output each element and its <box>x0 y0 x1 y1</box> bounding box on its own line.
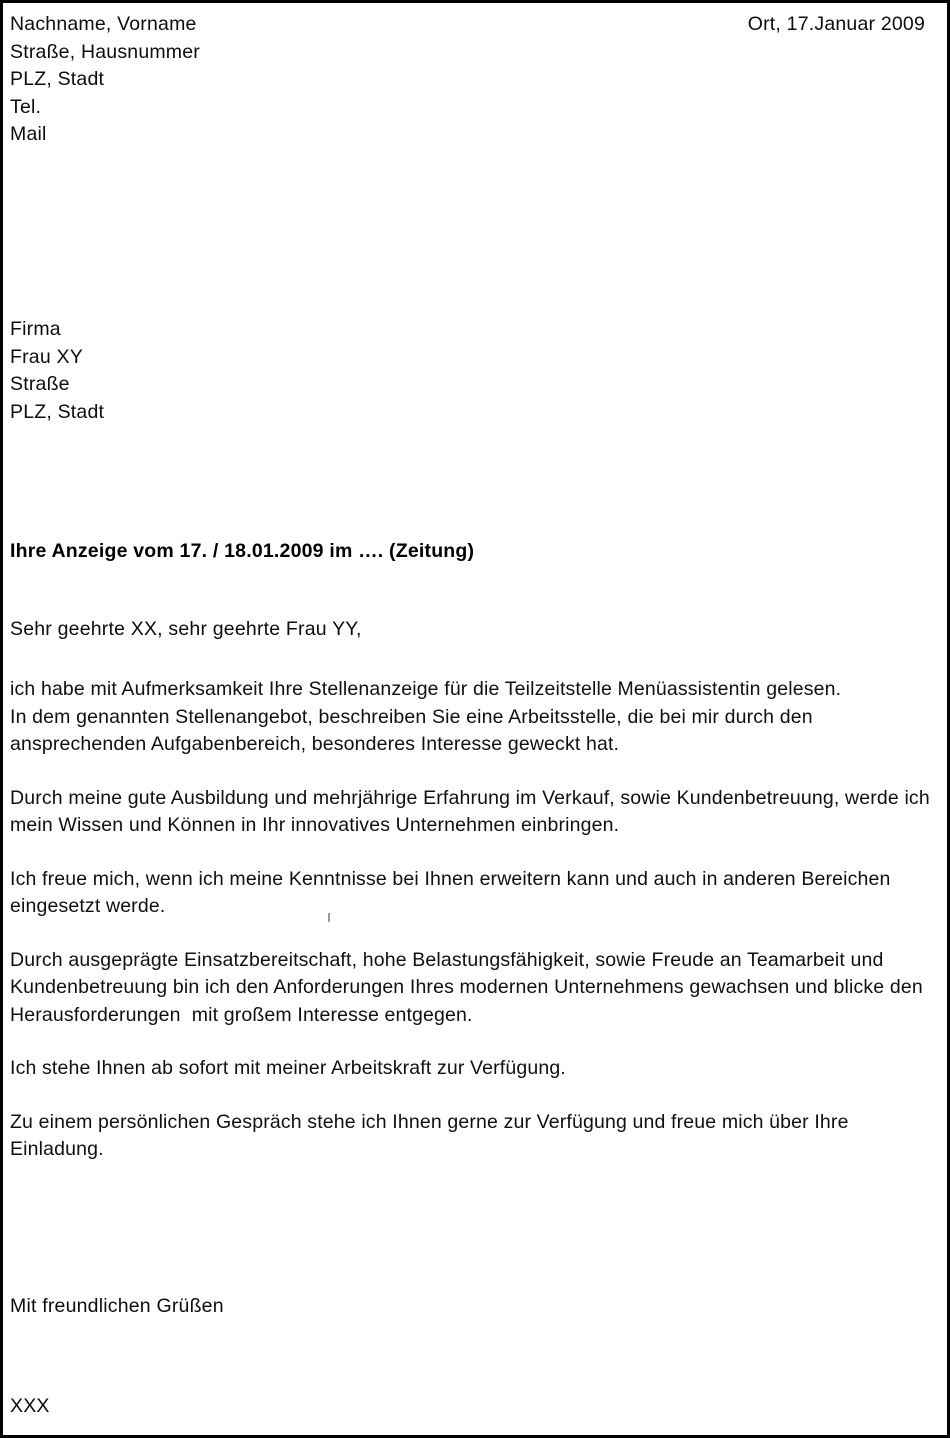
body-paragraph: Ich stehe Ihnen ab sofort mit meiner Arbeitskraft zur Verfügung. <box>10 1057 566 1079</box>
recipient-line: Firma <box>10 318 61 340</box>
subject-block <box>10 538 910 565</box>
recipient-line: Frau XY <box>10 345 83 368</box>
body-paragraph: Durch meine gute Ausbildung und mehrjährige Erfahrung im Verkauf, sowie Kundenbetreuung, werde ich mein Wissen und Können in Ihr innovatives Unternehmen einbringen. <box>10 786 936 836</box>
body-paragraph: Zu einem persönlichen Gespräch stehe ich Ihnen gerne zur Verfügung und freue mich über Ihre Einladung. <box>10 1110 855 1160</box>
signature-line: XXX <box>10 1395 50 1417</box>
closing-line: Mit freundlichen Grüßen <box>10 1295 224 1317</box>
sender-line: PLZ, Stadt <box>10 68 105 90</box>
salutation-line: Sehr geehrte XX, sehr geehrte Frau YY, <box>10 618 362 640</box>
body-paragraph: Durch ausgeprägte Einsatzbereitschaft, hohe Belastungsfähigkeit, sowie Freude an Teamarbeit und Kundenbetreuung bin ich den Anforderungen Ihres modernen Unternehmens gewachsen und blicke den Herausforderungen mit großem Interesse entgegen. <box>10 948 929 1026</box>
signature-block <box>10 1393 910 1421</box>
body-paragraph: ich habe mit Aufmerksamkeit Ihre Stellenanzeige für die Teilzeitstelle Menüassistentin gelesen. In dem genannten Stellenangebot, beschreiben Sie eine Arbeitsstelle, die bei mir durch den ansprechenden Aufgabenbereich, besonderes Interesse geweckt hat. <box>10 678 842 755</box>
salutation-block <box>10 616 910 644</box>
body-block <box>10 676 945 1190</box>
sender-line: Straße, Hausnummer <box>10 40 200 63</box>
recipient-line: Straße <box>10 373 70 395</box>
subject-line: Ihre Anzeige vom 17. / 18.01.2009 im …. (Zeitung) <box>10 540 475 562</box>
sender-line: Mail <box>10 123 47 145</box>
sender-address-block <box>10 11 530 149</box>
page-border-left <box>0 0 3 1438</box>
body-paragraph: Ich freue mich, wenn ich meine Kenntnisse bei Ihnen erweitern kann und auch in anderen Bereichen eingesetzt werde. <box>10 867 897 917</box>
recipient-address-block <box>10 316 530 426</box>
letter-content <box>10 8 940 1428</box>
date-block <box>748 11 925 39</box>
sender-line: Nachname, Vorname <box>10 13 197 35</box>
stray-ink-mark <box>328 913 330 922</box>
page-border-top <box>0 0 950 3</box>
date-line: Ort, 17.Januar 2009 <box>747 13 925 35</box>
sender-line: Tel. <box>10 95 42 118</box>
closing-block <box>10 1293 910 1321</box>
recipient-line: PLZ, Stadt <box>10 400 105 423</box>
